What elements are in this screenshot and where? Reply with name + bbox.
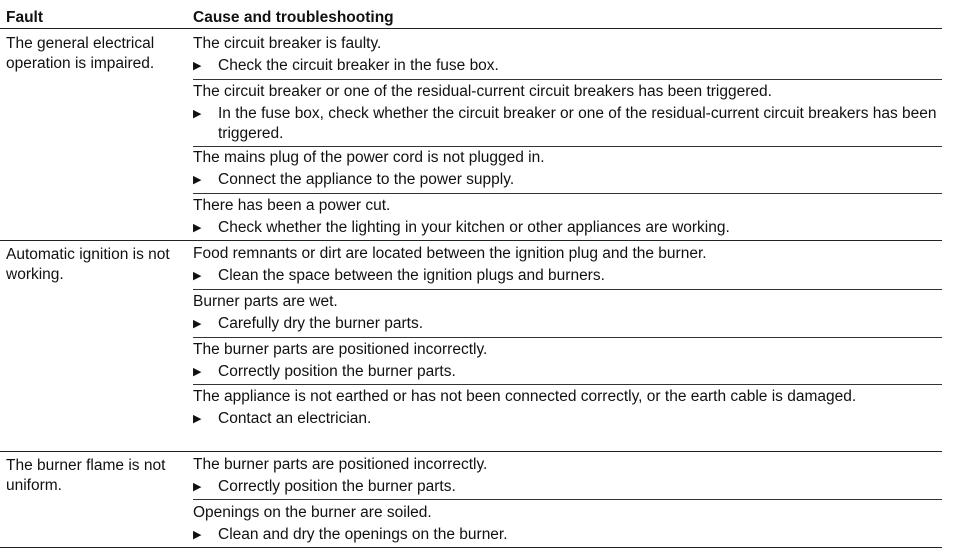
cause-text: The circuit breaker or one of the residual-current circuit breakers has been triggered.: [193, 83, 772, 100]
cause-text: The circuit breaker is faulty.: [193, 35, 382, 52]
action-text: Correctly position the burner parts.: [218, 363, 456, 380]
triangle-right-icon: ▶: [193, 60, 202, 72]
triangle-right-icon: ▶: [193, 222, 202, 234]
triangle-right-icon: ▶: [193, 481, 202, 493]
cause-text: Burner parts are wet.: [193, 293, 338, 310]
triangle-right-icon: ▶: [193, 366, 202, 378]
action-item: [193, 409, 942, 429]
table-bottom-border: [0, 547, 942, 548]
table-row: [193, 497, 942, 547]
table-row: [193, 190, 942, 240]
action-item: [193, 525, 942, 545]
cause-text: The appliance is not earthed or has not been connected correctly, or the earth cable is damaged.: [193, 388, 857, 405]
action-item: [193, 218, 942, 238]
action-item: [193, 314, 942, 334]
action-item: [193, 266, 942, 286]
triangle-right-icon: ▶: [193, 108, 202, 120]
triangle-right-icon: ▶: [193, 270, 202, 282]
table-row: [193, 28, 942, 80]
action-text: Carefully dry the burner parts.: [218, 315, 424, 332]
cause-text: Openings on the burner are soiled.: [193, 504, 432, 521]
table-row: [193, 238, 942, 290]
action-text: Check whether the lighting in your kitchen or other appliances are working.: [218, 219, 730, 236]
cause-text: The burner parts are positioned incorrectly.: [193, 341, 488, 358]
action-text: Correctly position the burner parts.: [218, 478, 456, 495]
table-row: [193, 76, 942, 146]
action-text: Clean and dry the openings on the burner.: [218, 526, 508, 543]
action-item: [193, 104, 942, 144]
triangle-right-icon: ▶: [193, 413, 202, 425]
cause-text: There has been a power cut.: [193, 197, 391, 214]
cause-text: The mains plug of the power cord is not plugged in.: [193, 149, 545, 166]
table-row: [193, 286, 942, 336]
table-header: [0, 0, 942, 29]
action-text: Contact an electrician.: [218, 410, 372, 427]
action-text: Connect the appliance to the power supply.: [218, 171, 515, 188]
table-row: [193, 381, 942, 451]
header-fault: Fault: [6, 9, 44, 26]
action-text: In the fuse box, check whether the circuit breaker or one of the residual-current circuit breakers has been triggered.: [218, 105, 937, 142]
table-row: [193, 142, 942, 192]
action-text: Check the circuit breaker in the fuse box.: [218, 57, 499, 74]
fault-label: The general electrical operation is impaired.: [6, 35, 155, 72]
header-cause: Cause and troubleshooting: [193, 9, 394, 26]
cause-text: The burner parts are positioned incorrectly.: [193, 456, 488, 473]
table-row: [193, 449, 942, 501]
action-item: [193, 362, 942, 382]
action-text: Clean the space between the ignition plugs and burners.: [218, 267, 605, 284]
action-item: [193, 477, 942, 497]
fault-label: Automatic ignition is not working.: [6, 246, 170, 283]
triangle-right-icon: ▶: [193, 174, 202, 186]
triangle-right-icon: ▶: [193, 529, 202, 541]
action-item: [193, 56, 942, 76]
cause-text: Food remnants or dirt are located between the ignition plug and the burner.: [193, 245, 707, 262]
fault-label: The burner flame is not uniform.: [6, 457, 166, 494]
action-item: [193, 170, 942, 190]
triangle-right-icon: ▶: [193, 318, 202, 330]
table-row: [193, 334, 942, 384]
